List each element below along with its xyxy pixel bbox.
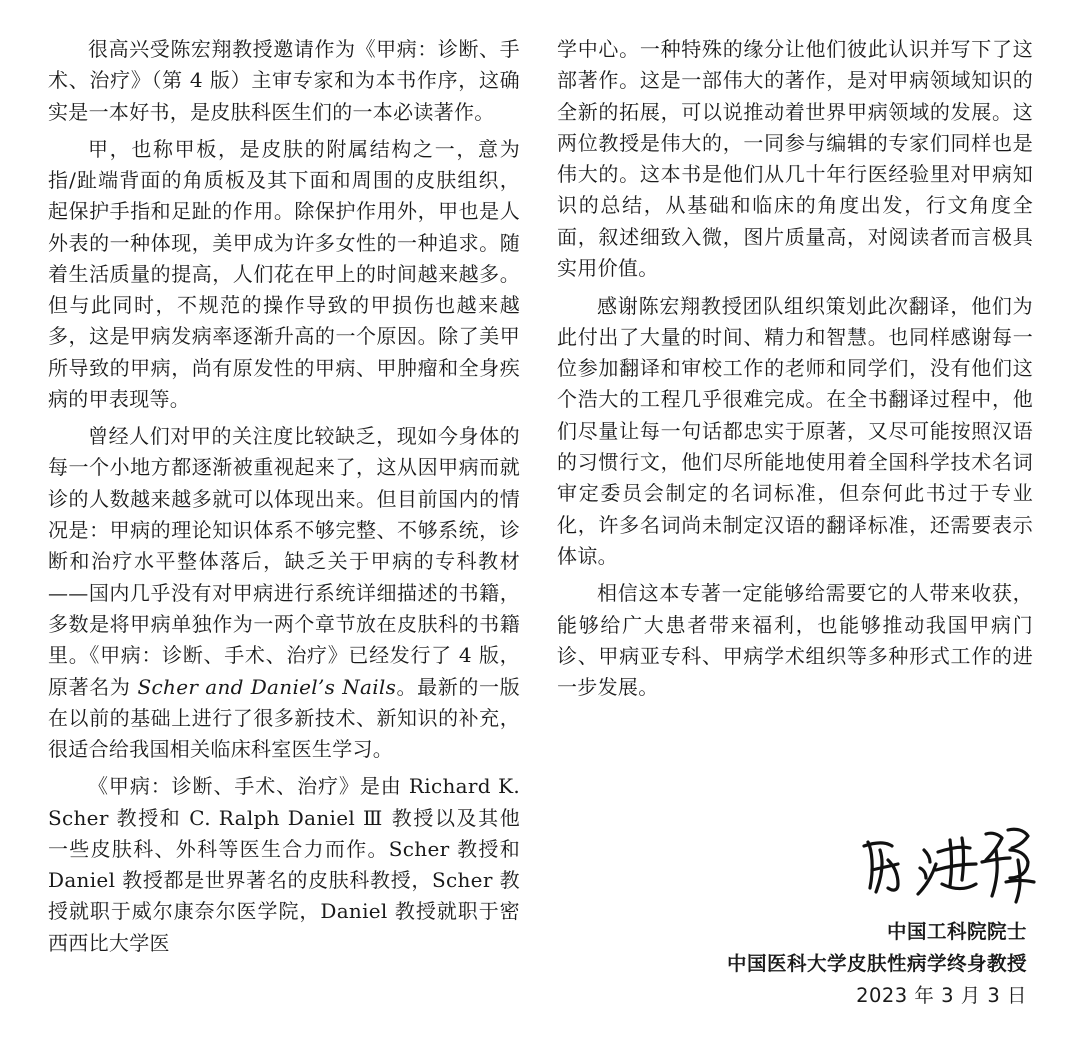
handwritten-signature (858, 820, 1038, 906)
paragraph-current-situation-text-a: 曾经人们对甲的关注度比较缺乏，现如今身体的每一个小地方都逐渐被重视起来了，这从因甲病而就诊的人数越来越多就可以体现出来。但目前国内的情况是：甲病的理论知识体系不够完整、不够系统，诊断和治疗水平整体落后，缺乏关于甲病的专科教材——国内几乎没有对甲病进行系统详细描述的书籍，多数是将甲病单独作为一两个章节放在皮肤科的书籍里。《甲病：诊断、手术、治疗》已经发行了 4 版，原著名为 (48, 424, 520, 699)
right-text-column (557, 34, 1033, 704)
original-book-title: Scher and Daniel’s Nails (137, 674, 397, 699)
signature-block (700, 820, 1040, 1050)
paragraph-acknowledgement: 感谢陈宏翔教授团队组织策划此次翻译，他们为此付出了大量的时间、精力和智慧。也同样感谢每一位参加翻译和审校工作的老师和同学们，没有他们这个浩大的工程几乎很难完成。在全书翻译过程中，他们尽量让每一句话都忠实于原著，又尽可能按照汉语的习惯行文，他们尽所能地使用着全国科学技术名词审定委员会制定的名词标准，但奈何此书过于专业化，许多名词尚未制定汉语的翻译标准，还需要表示体谅。 (557, 293, 1033, 568)
signer-title-professor: 中国医科大学皮肤性病学终身教授 (726, 952, 1027, 975)
paragraph-current-situation-text-b: 。最新的一版在以前的基础上进行了很多新技术、新知识的补充，很适合给我国相关临床科室医生学习。 (48, 674, 520, 762)
paragraph-closing: 相信这本专著一定能够给需要它的人带来收获，能够给广大患者带来福利，也能够推动我国甲病门诊、甲病亚专科、甲病学术组织等多种形式工作的进一步发展。 (557, 581, 1033, 700)
paragraph-nail-definition: 甲，也称甲板，是皮肤的附属结构之一，意为指/趾端背面的角质板及其下面和周围的皮肤组织，起保护手指和足趾的作用。除保护作用外，甲也是人外表的一种体现，美甲成为许多女性的一种追求。随着生活质量的提高，人们花在甲上的时间越来越多。但与此同时，不规范的操作导致的甲损伤也越来越多，这是甲病发病率逐渐升高的一个原因。除了美甲所导致的甲病，尚有原发性的甲病、甲肿瘤和全身疾病的甲表现等。 (48, 136, 520, 412)
paragraph-current-situation (48, 421, 520, 765)
paragraph-authors: 《甲病：诊断、手术、治疗》是由 Richard K. Scher 教授和 C. Ralph Daniel Ⅲ 教授以及其他一些皮肤科、外科等医生合力而作。Scher 教授和 Daniel 教授都是世界著名的皮肤科教授，Scher 教授就职于威尔康奈尔医学院，Daniel 教授就职于密西西比大学医 (48, 774, 520, 955)
paragraph-invitation: 很高兴受陈宏翔教授邀请作为《甲病：诊断、手术、治疗》（第 4 版）主审专家和为本书作序，这确实是一本好书，是皮肤科医生们的一本必读著作。 (48, 37, 520, 124)
signer-title-academician: 中国工科院院士 (886, 920, 1027, 943)
paragraph-authors-continued: 学中心。一种特殊的缘分让他们彼此认识并写下了这部著作。这是一部伟大的著作，是对甲病领域知识的全新的拓展，可以说推动着世界甲病领域的发展。这两位教授是伟大的，一同参与编辑的专家们同样也是伟大的。这本书是他们从几十年行医经验里对甲病知识的总结，从基础和临床的角度出发，行文角度全面，叙述细致入微，图片质量高，对阅读者而言极具实用价值。 (557, 37, 1033, 281)
signature-date: 2023 年 3 月 3 日 (856, 984, 1027, 1007)
left-text-column (48, 34, 520, 959)
